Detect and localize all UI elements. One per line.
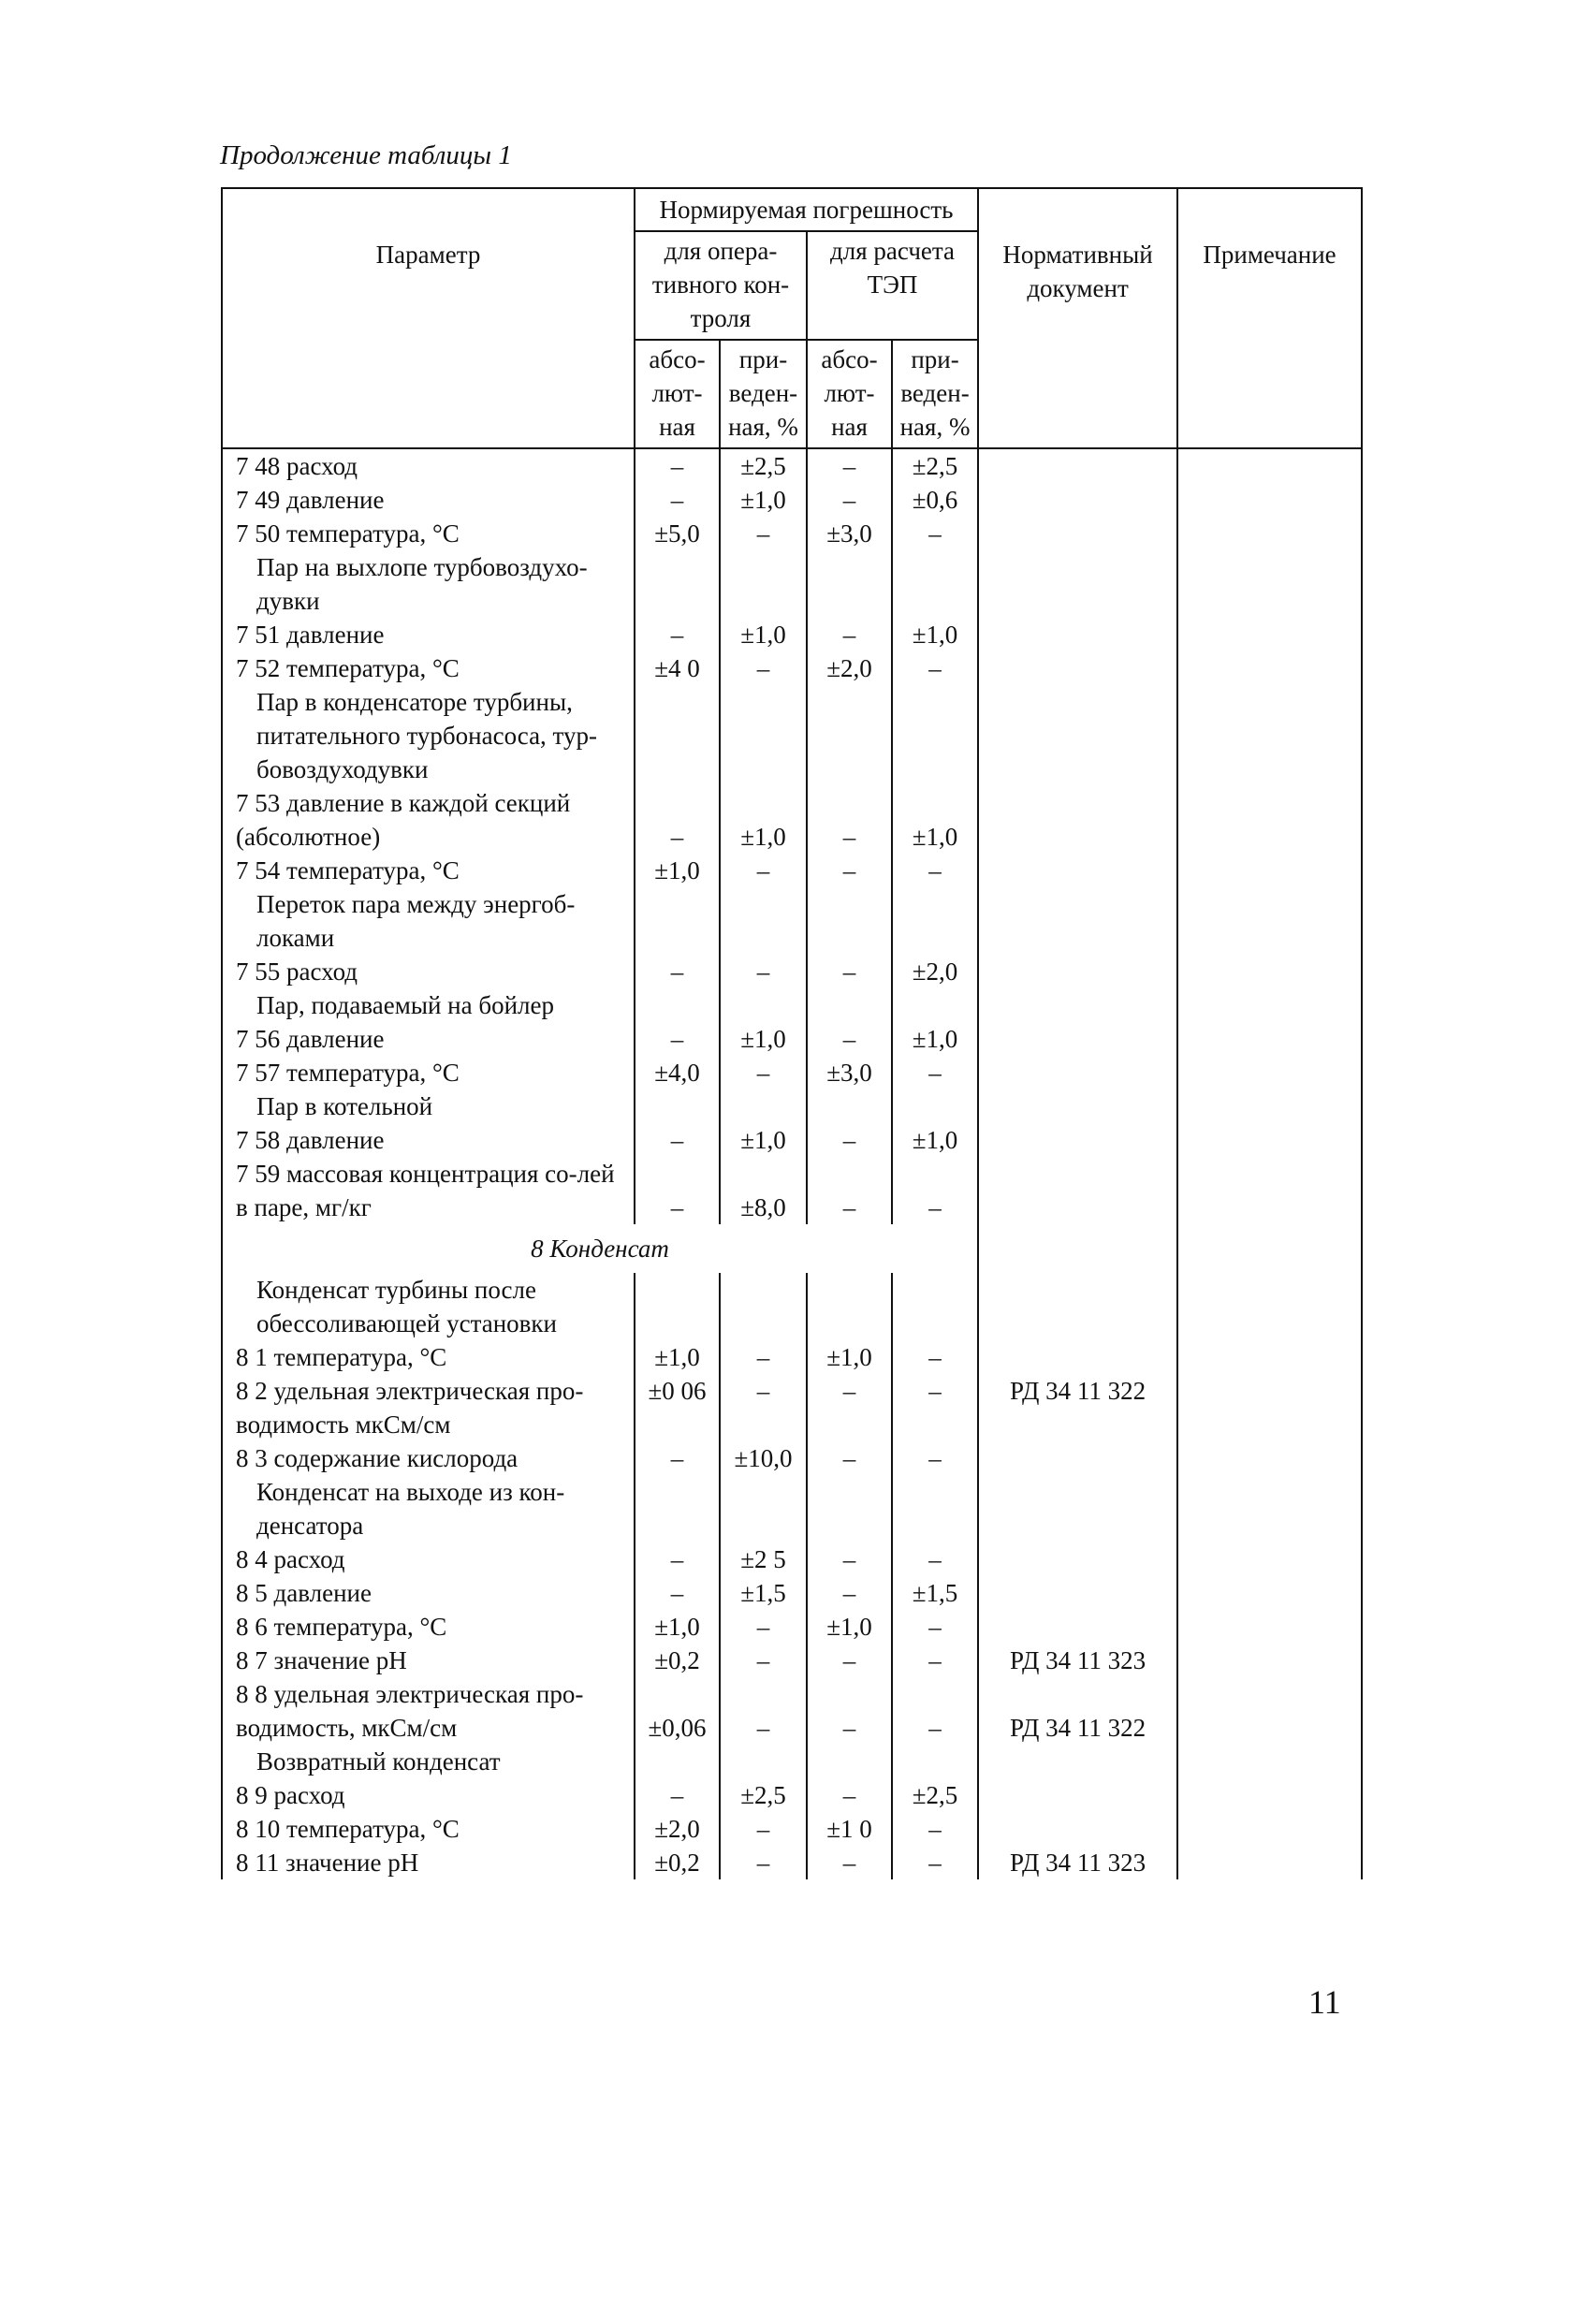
- data-table-container: [221, 187, 1361, 1879]
- doc-cell: [978, 1812, 1177, 1846]
- tep-abs-cell: –: [807, 1846, 892, 1879]
- doc-cell: [978, 483, 1177, 517]
- param-cell: 7 59 массовая концентрация со-лей в паре, мг/кг: [222, 1157, 635, 1224]
- param-cell: 8 9 расход: [222, 1778, 635, 1812]
- doc-cell: [978, 1123, 1177, 1157]
- oper-abs-cell: –: [635, 618, 720, 651]
- tep-priv-cell: ±1,0: [892, 786, 978, 854]
- tep-abs-cell: [807, 887, 892, 955]
- note-cell: [1177, 1745, 1362, 1778]
- oper-abs-cell: [635, 1475, 720, 1542]
- tep-abs-cell: [807, 1089, 892, 1123]
- oper-abs-cell: [635, 1089, 720, 1123]
- doc-cell: [978, 448, 1177, 483]
- note-cell: [1177, 1475, 1362, 1542]
- tep-priv-cell: [892, 1745, 978, 1778]
- param-cell: 7 53 давление в каждой секций (абсолютное): [222, 786, 635, 854]
- oper-priv-cell: ±1,5: [720, 1576, 807, 1610]
- oper-priv-cell: [720, 685, 807, 786]
- note-cell: [1177, 1644, 1362, 1677]
- table-row: [222, 550, 1362, 618]
- param-cell: 8 3 содержание кислорода: [222, 1441, 635, 1475]
- oper-abs-cell: –: [635, 1576, 720, 1610]
- tep-priv-cell: –: [892, 1812, 978, 1846]
- table-row: [222, 1644, 1362, 1677]
- table-row: [222, 1441, 1362, 1475]
- table-row: [222, 887, 1362, 955]
- header-norm-error: Нормируемая погрешность: [635, 188, 978, 231]
- oper-priv-cell: ±10,0: [720, 1441, 807, 1475]
- header-priv-2: при-веден-ная, %: [892, 340, 978, 448]
- oper-priv-cell: –: [720, 854, 807, 887]
- param-cell: 8 5 давление: [222, 1576, 635, 1610]
- header-param: Параметр: [222, 188, 635, 448]
- tep-priv-cell: ±1,5: [892, 1576, 978, 1610]
- table-row: [222, 1374, 1362, 1441]
- tep-abs-cell: –: [807, 1157, 892, 1224]
- tep-abs-cell: [807, 685, 892, 786]
- table-caption: Продолжение таблицы 1: [220, 140, 512, 170]
- param-cell: Возвратный конденсат: [222, 1745, 635, 1778]
- param-cell: Переток пара между энергоб-локами: [222, 887, 635, 955]
- tep-abs-cell: –: [807, 786, 892, 854]
- oper-abs-cell: –: [635, 955, 720, 988]
- section-row: [222, 1224, 1362, 1273]
- oper-priv-cell: –: [720, 517, 807, 550]
- oper-abs-cell: [635, 685, 720, 786]
- note-cell: [1177, 618, 1362, 651]
- oper-abs-cell: ±0,06: [635, 1677, 720, 1745]
- oper-abs-cell: ±5,0: [635, 517, 720, 550]
- doc-cell: [978, 887, 1177, 955]
- param-cell: 8 4 расход: [222, 1542, 635, 1576]
- oper-abs-cell: [635, 887, 720, 955]
- param-cell: Пар в котельной: [222, 1089, 635, 1123]
- param-cell: 7 58 давление: [222, 1123, 635, 1157]
- note-cell: [1177, 854, 1362, 887]
- param-cell: 7 54 температура, °С: [222, 854, 635, 887]
- tep-priv-cell: ±0,6: [892, 483, 978, 517]
- oper-priv-cell: ±1,0: [720, 1022, 807, 1056]
- tep-abs-cell: –: [807, 1576, 892, 1610]
- tep-abs-cell: [807, 988, 892, 1022]
- header-doc: Нормативный документ: [978, 188, 1177, 448]
- tep-abs-cell: ±1,0: [807, 1340, 892, 1374]
- oper-abs-cell: ±0,2: [635, 1644, 720, 1677]
- oper-priv-cell: [720, 988, 807, 1022]
- oper-abs-cell: ±1,0: [635, 1610, 720, 1644]
- doc-cell: [978, 550, 1177, 618]
- tep-abs-cell: –: [807, 1123, 892, 1157]
- param-cell: 8 7 значение pH: [222, 1644, 635, 1677]
- header-note: Примечание: [1177, 188, 1362, 448]
- tep-priv-cell: –: [892, 854, 978, 887]
- tep-priv-cell: –: [892, 1056, 978, 1089]
- header-abs-1: абсо-лют-ная: [635, 340, 720, 448]
- tep-priv-cell: –: [892, 1441, 978, 1475]
- tep-abs-cell: ±1,0: [807, 1610, 892, 1644]
- table-row: [222, 1056, 1362, 1089]
- note-cell: [1177, 955, 1362, 988]
- doc-cell: [978, 1089, 1177, 1123]
- header-priv-1: при-веден-ная, %: [720, 340, 807, 448]
- param-cell: 7 51 давление: [222, 618, 635, 651]
- oper-priv-cell: [720, 1475, 807, 1542]
- doc-cell: [978, 1441, 1177, 1475]
- note-cell: [1177, 1441, 1362, 1475]
- note-cell: [1177, 1812, 1362, 1846]
- doc-cell: РД 34 11 322: [978, 1374, 1177, 1441]
- doc-cell: [978, 1056, 1177, 1089]
- tep-abs-cell: –: [807, 1441, 892, 1475]
- tep-abs-cell: [807, 1745, 892, 1778]
- tep-priv-cell: –: [892, 1542, 978, 1576]
- section-title: 8 Конденсат: [222, 1224, 978, 1273]
- table-row: [222, 1745, 1362, 1778]
- doc-cell: [978, 517, 1177, 550]
- tep-abs-cell: –: [807, 1374, 892, 1441]
- oper-abs-cell: ±4 0: [635, 651, 720, 685]
- note-cell: [1177, 1846, 1362, 1879]
- tep-priv-cell: ±1,0: [892, 1123, 978, 1157]
- oper-abs-cell: [635, 1745, 720, 1778]
- oper-abs-cell: –: [635, 483, 720, 517]
- table-row: [222, 1812, 1362, 1846]
- param-cell: 7 50 температура, °С: [222, 517, 635, 550]
- table-row: [222, 1475, 1362, 1542]
- note-cell: [1177, 448, 1362, 483]
- tep-priv-cell: –: [892, 1340, 978, 1374]
- param-cell: 8 11 значение pH: [222, 1846, 635, 1879]
- param-cell: 8 1 температура, °С: [222, 1340, 635, 1374]
- doc-cell: [978, 1610, 1177, 1644]
- tep-priv-cell: –: [892, 1157, 978, 1224]
- note-cell: [1177, 517, 1362, 550]
- doc-cell: [978, 1542, 1177, 1576]
- tep-abs-cell: ±3,0: [807, 1056, 892, 1089]
- tep-abs-cell: –: [807, 955, 892, 988]
- oper-priv-cell: ±2,5: [720, 448, 807, 483]
- oper-abs-cell: [635, 550, 720, 618]
- note-cell: [1177, 1022, 1362, 1056]
- tep-priv-cell: ±1,0: [892, 1022, 978, 1056]
- table-row: [222, 685, 1362, 786]
- table-row: [222, 786, 1362, 854]
- note-cell: [1177, 1340, 1362, 1374]
- oper-priv-cell: [720, 1745, 807, 1778]
- note-cell: [1177, 1374, 1362, 1441]
- doc-cell: [978, 1778, 1177, 1812]
- table-body-steam: [222, 448, 1362, 1224]
- oper-abs-cell: ±2,0: [635, 1812, 720, 1846]
- oper-priv-cell: ±2 5: [720, 1542, 807, 1576]
- oper-priv-cell: ±2,5: [720, 1778, 807, 1812]
- tep-abs-cell: –: [807, 618, 892, 651]
- tep-priv-cell: ±2,5: [892, 1778, 978, 1812]
- note-cell: [1177, 1157, 1362, 1224]
- oper-abs-cell: –: [635, 1022, 720, 1056]
- doc-cell: [978, 651, 1177, 685]
- oper-abs-cell: [635, 988, 720, 1022]
- param-cell: 7 52 температура, °С: [222, 651, 635, 685]
- table-row: [222, 988, 1362, 1022]
- tep-abs-cell: [807, 550, 892, 618]
- tep-priv-cell: –: [892, 1677, 978, 1745]
- doc-cell: РД 34 11 323: [978, 1644, 1177, 1677]
- param-cell: Пар на выхлопе турбовоздухо-дувки: [222, 550, 635, 618]
- section-row-group: [222, 1224, 1362, 1273]
- oper-priv-cell: ±1,0: [720, 618, 807, 651]
- doc-cell: [978, 618, 1177, 651]
- note-cell: [1177, 550, 1362, 618]
- doc-cell: [978, 1745, 1177, 1778]
- tep-priv-cell: –: [892, 651, 978, 685]
- page-number: 11: [1308, 1983, 1341, 2021]
- doc-cell: [978, 1273, 1177, 1340]
- note-cell: [1177, 1123, 1362, 1157]
- param-cell: Конденсат на выходе из кон-денсатора: [222, 1475, 635, 1542]
- oper-abs-cell: –: [635, 1123, 720, 1157]
- param-cell: 8 2 удельная электрическая про-водимость мкСм/см: [222, 1374, 635, 1441]
- oper-abs-cell: –: [635, 786, 720, 854]
- doc-cell: [978, 854, 1177, 887]
- header-tep: для расчета ТЭП: [807, 231, 978, 340]
- doc-cell: [978, 1576, 1177, 1610]
- param-cell: 7 48 расход: [222, 448, 635, 483]
- tep-priv-cell: [892, 1273, 978, 1340]
- table-row: [222, 1610, 1362, 1644]
- doc-cell: РД 34 11 323: [978, 1846, 1177, 1879]
- table-row: [222, 1677, 1362, 1745]
- note-cell: [1177, 988, 1362, 1022]
- note-cell: [1177, 1273, 1362, 1340]
- tep-priv-cell: [892, 685, 978, 786]
- oper-abs-cell: –: [635, 448, 720, 483]
- note-cell: [1177, 1056, 1362, 1089]
- table-row: [222, 1576, 1362, 1610]
- tep-abs-cell: ±2,0: [807, 651, 892, 685]
- param-cell: 7 57 температура, °С: [222, 1056, 635, 1089]
- oper-abs-cell: ±0 06: [635, 1374, 720, 1441]
- param-cell: Конденсат турбины после обессоливающей установки: [222, 1273, 635, 1340]
- note-cell: [1177, 887, 1362, 955]
- tep-priv-cell: [892, 988, 978, 1022]
- note-cell: [1177, 1576, 1362, 1610]
- oper-priv-cell: –: [720, 1340, 807, 1374]
- table-row: [222, 1123, 1362, 1157]
- table-row: [222, 517, 1362, 550]
- note-cell: [1177, 685, 1362, 786]
- table-body-condensate: [222, 1273, 1362, 1879]
- table-row: [222, 955, 1362, 988]
- tep-abs-cell: [807, 1475, 892, 1542]
- table-row: [222, 1089, 1362, 1123]
- oper-abs-cell: ±1,0: [635, 1340, 720, 1374]
- tep-priv-cell: ±2,5: [892, 448, 978, 483]
- tep-abs-cell: –: [807, 854, 892, 887]
- param-cell: 8 6 температура, °С: [222, 1610, 635, 1644]
- table-row: [222, 448, 1362, 483]
- tep-abs-cell: –: [807, 1677, 892, 1745]
- oper-priv-cell: [720, 1089, 807, 1123]
- note-cell: [1177, 786, 1362, 854]
- tep-priv-cell: [892, 887, 978, 955]
- tep-abs-cell: –: [807, 1644, 892, 1677]
- oper-priv-cell: ±1,0: [720, 786, 807, 854]
- oper-priv-cell: –: [720, 1374, 807, 1441]
- note-cell: [1177, 1089, 1362, 1123]
- param-cell: 7 56 давление: [222, 1022, 635, 1056]
- table-row: [222, 1542, 1362, 1576]
- oper-priv-cell: –: [720, 1846, 807, 1879]
- oper-priv-cell: [720, 550, 807, 618]
- oper-priv-cell: –: [720, 1644, 807, 1677]
- section-note-cell: [1177, 1224, 1362, 1273]
- doc-cell: [978, 1475, 1177, 1542]
- note-cell: [1177, 483, 1362, 517]
- oper-priv-cell: ±1,0: [720, 1123, 807, 1157]
- oper-abs-cell: –: [635, 1441, 720, 1475]
- doc-cell: [978, 955, 1177, 988]
- doc-cell: РД 34 11 322: [978, 1677, 1177, 1745]
- oper-priv-cell: –: [720, 1056, 807, 1089]
- tep-priv-cell: –: [892, 517, 978, 550]
- oper-priv-cell: –: [720, 1610, 807, 1644]
- oper-priv-cell: ±8,0: [720, 1157, 807, 1224]
- table-row: [222, 1273, 1362, 1340]
- tep-abs-cell: –: [807, 1778, 892, 1812]
- oper-priv-cell: [720, 887, 807, 955]
- table-row: [222, 854, 1362, 887]
- tep-priv-cell: ±2,0: [892, 955, 978, 988]
- note-cell: [1177, 1778, 1362, 1812]
- oper-abs-cell: –: [635, 1542, 720, 1576]
- tep-abs-cell: ±1 0: [807, 1812, 892, 1846]
- tep-abs-cell: –: [807, 1022, 892, 1056]
- tep-abs-cell: –: [807, 448, 892, 483]
- table-row: [222, 1022, 1362, 1056]
- tep-priv-cell: ±1,0: [892, 618, 978, 651]
- tep-abs-cell: [807, 1273, 892, 1340]
- data-table: [221, 187, 1363, 1879]
- oper-priv-cell: –: [720, 1812, 807, 1846]
- header-abs-2: абсо-лют-ная: [807, 340, 892, 448]
- tep-priv-cell: –: [892, 1846, 978, 1879]
- param-cell: 7 49 давление: [222, 483, 635, 517]
- tep-priv-cell: –: [892, 1374, 978, 1441]
- oper-priv-cell: ±1,0: [720, 483, 807, 517]
- oper-abs-cell: ±0,2: [635, 1846, 720, 1879]
- section-doc-cell: [978, 1224, 1177, 1273]
- oper-priv-cell: –: [720, 955, 807, 988]
- doc-cell: [978, 988, 1177, 1022]
- oper-abs-cell: ±1,0: [635, 854, 720, 887]
- table-row: [222, 1157, 1362, 1224]
- param-cell: Пар, подаваемый на бойлер: [222, 988, 635, 1022]
- header-oper: для опера-тивного кон-троля: [635, 231, 807, 340]
- note-cell: [1177, 1542, 1362, 1576]
- note-cell: [1177, 1677, 1362, 1745]
- param-cell: Пар в конденсаторе турбины, питательного турбонасоса, тур-бовоздуходувки: [222, 685, 635, 786]
- oper-abs-cell: ±4,0: [635, 1056, 720, 1089]
- tep-abs-cell: –: [807, 1542, 892, 1576]
- oper-abs-cell: –: [635, 1157, 720, 1224]
- table-row: [222, 1846, 1362, 1879]
- tep-priv-cell: [892, 550, 978, 618]
- doc-cell: [978, 1022, 1177, 1056]
- note-cell: [1177, 1610, 1362, 1644]
- tep-priv-cell: [892, 1475, 978, 1542]
- table-row: [222, 1778, 1362, 1812]
- tep-priv-cell: [892, 1089, 978, 1123]
- param-cell: 7 55 расход: [222, 955, 635, 988]
- table-row: [222, 651, 1362, 685]
- table-row: [222, 1340, 1362, 1374]
- param-cell: 8 10 температура, °С: [222, 1812, 635, 1846]
- oper-abs-cell: –: [635, 1778, 720, 1812]
- tep-abs-cell: –: [807, 483, 892, 517]
- table-row: [222, 483, 1362, 517]
- oper-priv-cell: [720, 1273, 807, 1340]
- doc-cell: [978, 685, 1177, 786]
- doc-cell: [978, 1340, 1177, 1374]
- note-cell: [1177, 651, 1362, 685]
- oper-priv-cell: –: [720, 651, 807, 685]
- tep-priv-cell: –: [892, 1610, 978, 1644]
- doc-cell: [978, 1157, 1177, 1224]
- oper-priv-cell: –: [720, 1677, 807, 1745]
- tep-priv-cell: –: [892, 1644, 978, 1677]
- table-row: [222, 618, 1362, 651]
- oper-abs-cell: [635, 1273, 720, 1340]
- doc-cell: [978, 786, 1177, 854]
- tep-abs-cell: ±3,0: [807, 517, 892, 550]
- param-cell: 8 8 удельная электрическая про-водимость, мкСм/см: [222, 1677, 635, 1745]
